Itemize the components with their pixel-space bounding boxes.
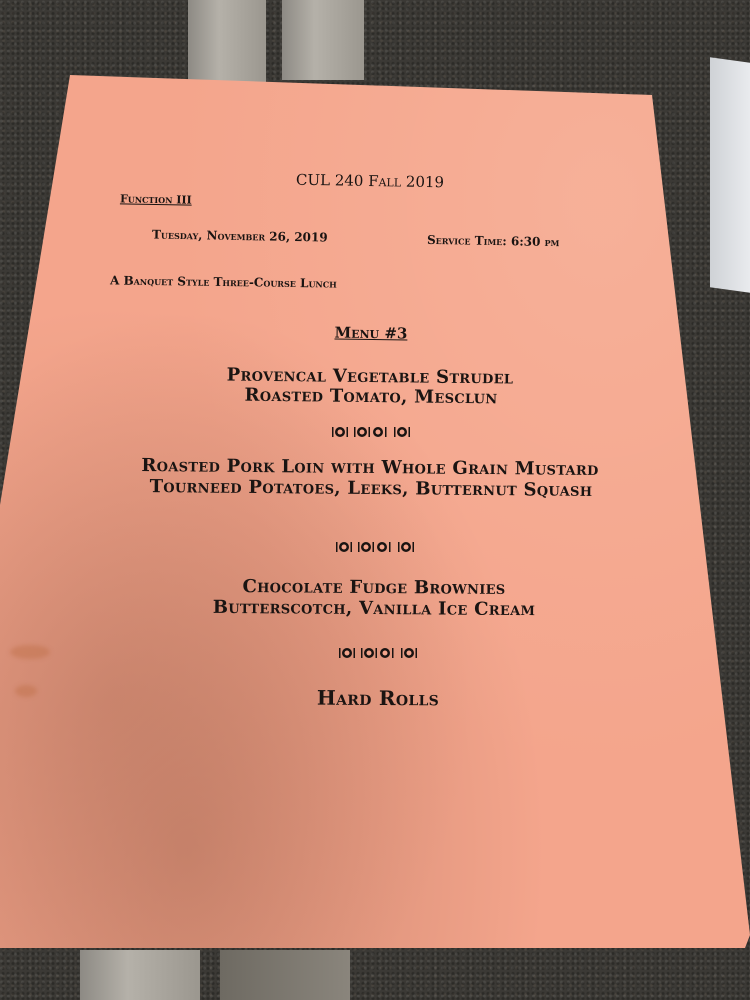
place-setting-icon — [360, 647, 396, 659]
white-box — [710, 57, 750, 293]
event-date: Tuesday, November 26, 2019 — [151, 227, 328, 245]
stain — [15, 685, 37, 697]
stain — [10, 645, 50, 659]
wood-strip — [220, 950, 350, 1000]
place-setting-icon — [338, 647, 356, 659]
course-1-line-2: Roasted Tomato, Mesclun — [244, 384, 498, 409]
course-2-line-1: Roasted Pork Loin with Whole Grain Mustard — [141, 455, 599, 480]
place-setting-icon — [353, 426, 389, 438]
course-title: CUL 240 Fall 2019 — [295, 170, 445, 192]
bread-item: Hard Rolls — [316, 685, 440, 711]
place-setting-icon — [335, 541, 353, 553]
course-2-line-2: Tourneed Potatoes, Leeks, Butternut Squash — [149, 476, 593, 501]
course-3-line-2: Butterscotch, Vanilla Ice Cream — [212, 596, 536, 621]
service-time: Service Time: 6:30 pm — [426, 232, 560, 250]
place-setting-icon — [397, 541, 415, 553]
wood-strip — [282, 0, 364, 80]
menu-title: Menu #3 — [334, 323, 408, 343]
place-setting-icon — [400, 647, 418, 659]
place-setting-icon — [331, 426, 349, 438]
place-setting-icon — [357, 541, 393, 553]
wood-strip — [188, 0, 266, 85]
wood-strip — [80, 950, 200, 1000]
course-divider — [338, 647, 418, 659]
course-divider — [331, 426, 411, 438]
function-label: Function III — [119, 192, 192, 207]
course-1-line-1: Provencal Vegetable Strudel — [226, 364, 514, 389]
course-divider — [335, 541, 415, 553]
place-setting-icon — [393, 426, 411, 438]
lunch-style: A Banquet Style Three-Course Lunch — [109, 273, 337, 291]
course-3-line-1: Chocolate Fudge Brownies — [242, 576, 506, 599]
